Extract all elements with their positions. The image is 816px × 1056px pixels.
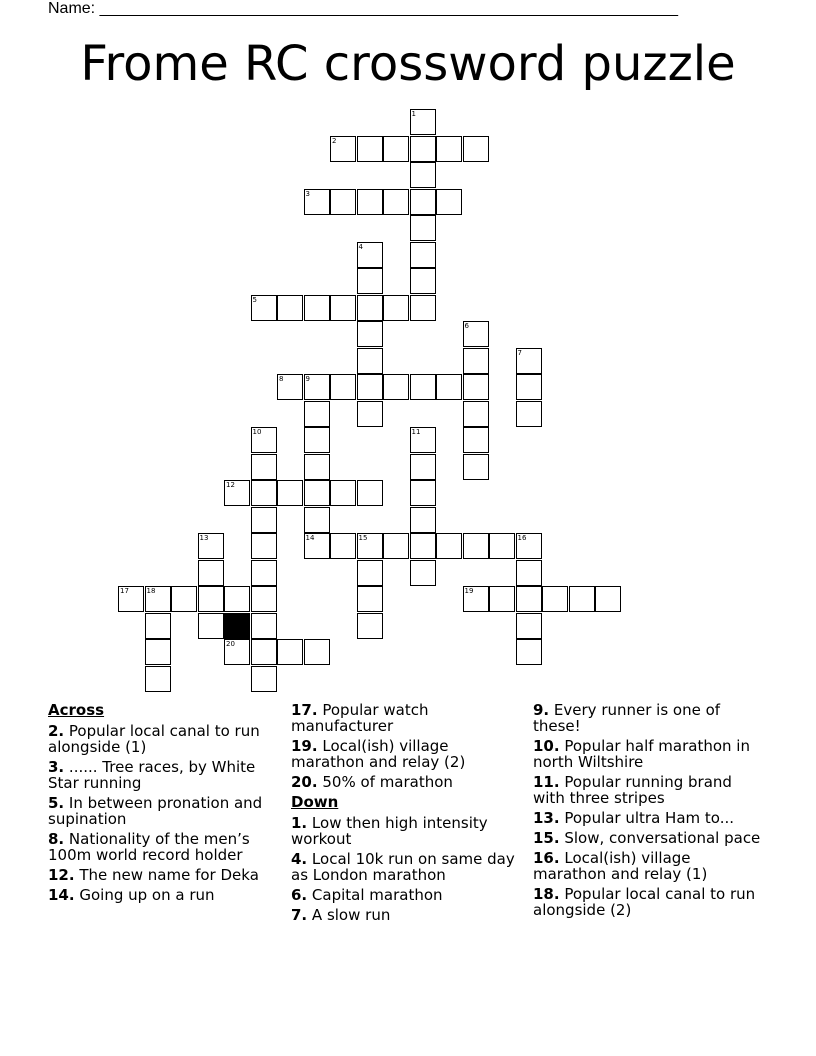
clue-item-number: 1. [291,814,308,832]
crossword-cell[interactable] [330,189,356,215]
clue-item-number: 5. [48,794,65,812]
clue-item [533,702,765,734]
crossword-cell[interactable] [304,480,330,506]
clue-number: 17 [120,587,129,595]
clue-item-text: Local 10k run on same day as London marathon [291,850,515,884]
crossword-cell[interactable] [516,533,542,559]
clue-item [48,867,280,883]
crossword-cell[interactable] [251,454,277,480]
crossword-cell[interactable] [463,454,489,480]
crossword-cell[interactable] [383,189,409,215]
clue-item-number: 12. [48,866,75,884]
clue-section-heading: Down [291,793,339,811]
clue-item-number: 6. [291,886,308,904]
clue-number: 20 [226,640,235,648]
crossword-cell[interactable] [357,189,383,215]
crossword-cell[interactable] [330,374,356,400]
crossword-cell[interactable] [357,295,383,321]
clue-number: 3 [305,189,310,198]
crossword-cell[interactable] [436,533,462,559]
crossword-cell[interactable] [304,374,330,400]
clue-item-number: 19. [291,737,318,755]
clue-item [533,850,765,882]
clue-number: 10 [252,428,262,436]
clue-column-1 [48,702,280,907]
clue-item-number: 2. [48,722,65,740]
clue-item-text: Low then high intensity workout [291,814,488,848]
clue-column-2 [291,702,523,927]
clue-item-text: Going up on a run [79,886,215,904]
crossword-cell[interactable] [516,374,542,400]
clue-item-text: Slow, conversational pace [564,829,761,847]
crossword-cell[interactable] [569,586,595,612]
clue-item [48,887,280,903]
crossword-cell[interactable] [304,427,330,453]
crossword-cell[interactable] [410,189,436,215]
crossword-cell[interactable] [516,348,542,374]
crossword-cell[interactable] [251,533,277,559]
crossword-cell[interactable] [463,427,489,453]
crossword-cell[interactable] [410,533,436,559]
clue-number: 14 [305,534,315,542]
clue-number: 13 [199,534,209,542]
clue-item-number: 8. [48,830,65,848]
crossword-cell[interactable] [463,401,489,427]
clue-number: 11 [411,428,421,436]
crossword-cell[interactable] [357,586,383,612]
clue-item [291,887,523,903]
crossword-cell[interactable] [304,189,330,215]
crossword-cell[interactable] [410,295,436,321]
crossword-cell[interactable] [463,136,489,162]
clue-item [48,759,280,791]
clue-number: 7 [517,348,522,357]
clue-column-3 [533,702,765,922]
crossword-cell[interactable] [463,586,489,612]
crossword-cell[interactable] [436,189,462,215]
clue-item-text: ...... Tree races, by White Star running [48,758,256,792]
crossword-cell[interactable] [489,586,515,612]
crossword-cell[interactable] [277,639,303,665]
clue-item [291,815,523,847]
crossword-cell[interactable] [198,560,224,586]
crossword-cell[interactable] [330,136,356,162]
clue-item [533,774,765,806]
crossword-cell[interactable] [436,374,462,400]
clue-item-number: 13. [533,809,560,827]
crossword-cell[interactable] [357,560,383,586]
crossword-cell[interactable] [410,374,436,400]
crossword-cell[interactable] [516,586,542,612]
crossword-cell[interactable] [171,586,197,612]
crossword-cell[interactable] [277,480,303,506]
clue-item-text: Popular ultra Ham to... [564,809,735,827]
clue-item [533,738,765,770]
crossword-cell[interactable] [304,507,330,533]
clue-item [533,830,765,846]
crossword-cell[interactable] [304,295,330,321]
clue-item-number: 20. [291,773,318,791]
clue-number: 18 [146,587,156,595]
crossword-cell[interactable] [224,639,250,665]
crossword-cell[interactable] [251,613,277,639]
crossword-cell[interactable] [330,533,356,559]
crossword-cell[interactable] [383,136,409,162]
clue-item [533,886,765,918]
clue-item-number: 11. [533,773,560,791]
crossword-cell[interactable] [251,295,277,321]
clue-item-text: The new name for Deka [79,866,259,884]
crossword-cell[interactable] [357,242,383,268]
clue-number: 8 [279,375,284,383]
clue-item [48,831,280,863]
clue-number: 15 [358,534,368,542]
crossword-cell[interactable] [410,215,436,241]
clue-item-number: 17. [291,701,318,719]
clue-item-text: In between pronation and supination [48,794,263,828]
clue-item-text: Capital marathon [311,886,443,904]
crossword-cell[interactable] [383,374,409,400]
crossword-cell[interactable] [251,666,277,692]
crossword-cell[interactable] [198,533,224,559]
clue-item-text: Nationality of the men’s 100m world record holder [48,830,250,864]
crossword-cell[interactable] [516,639,542,665]
clue-item-text: Popular half marathon in north Wiltshire [533,737,750,771]
crossword-cell[interactable] [198,586,224,612]
clue-item-text: Local(ish) village marathon and relay (2) [291,737,466,771]
clue-number: 1 [411,110,416,118]
crossword-cell[interactable] [516,560,542,586]
clue-item-number: 18. [533,885,560,903]
page-title: Frome RC crossword puzzle [80,36,736,92]
crossword-cell[interactable] [251,560,277,586]
crossword-cell[interactable] [489,533,515,559]
crossword-cell[interactable] [463,374,489,400]
clue-number: 6 [464,322,469,330]
crossword-cell[interactable] [251,507,277,533]
crossword-cell[interactable] [410,268,436,294]
clue-item-number: 14. [48,886,75,904]
name-field-label: Name: _________________________________________________________________ [48,0,678,17]
crossword-cell[interactable] [198,613,224,639]
clue-item-text: Popular local canal to run alongside (1) [48,722,260,756]
crossword-cell[interactable] [357,613,383,639]
clue-number: 4 [358,242,363,251]
crossword-cell[interactable] [145,586,171,612]
clue-item-number: 4. [291,850,308,868]
crossword-cell[interactable] [224,480,250,506]
crossword-cell[interactable] [304,533,330,559]
crossword-cell[interactable] [357,348,383,374]
crossword-cell[interactable] [516,401,542,427]
crossword-cell[interactable] [410,507,436,533]
crossword-cell[interactable] [436,136,462,162]
clue-number: 19 [464,587,474,595]
crossword-cell[interactable] [410,136,436,162]
crossword-cell[interactable] [118,586,144,612]
crossword-cell[interactable] [410,454,436,480]
clue-item-text: Popular watch manufacturer [291,701,429,735]
crossword-cell[interactable] [410,480,436,506]
clue-number: 16 [517,534,527,542]
crossword-cell[interactable] [145,639,171,665]
clue-item-number: 9. [533,701,550,719]
crossword-cell[interactable] [277,374,303,400]
crossword-cell[interactable] [383,295,409,321]
crossword-cell[interactable] [383,533,409,559]
crossword-cell[interactable] [304,454,330,480]
clue-item-text: Local(ish) village marathon and relay (1) [533,849,708,883]
crossword-cell[interactable] [542,586,568,612]
clue-item-number: 15. [533,829,560,847]
crossword-cell[interactable] [357,321,383,347]
clue-item-number: 10. [533,737,560,755]
clue-item-text: Popular running brand with three stripes [533,773,732,807]
crossword-cell[interactable] [410,109,436,135]
crossword-cell[interactable] [145,666,171,692]
crossword-cell[interactable] [463,321,489,347]
clue-item-number: 3. [48,758,65,776]
clue-item [291,738,523,770]
clue-item-number: 7. [291,906,308,924]
clue-item-text: Popular local canal to run alongside (2) [533,885,756,919]
crossword-cell[interactable] [463,533,489,559]
clue-number: 9 [305,375,310,383]
crossword-cell[interactable] [224,586,250,612]
crossword-black-cell [224,613,250,639]
clue-item [291,702,523,734]
clue-item [48,723,280,755]
crossword-cell[interactable] [145,613,171,639]
crossword-cell[interactable] [357,268,383,294]
clue-item [533,810,765,826]
crossword-cell[interactable] [357,480,383,506]
crossword-cell[interactable] [251,427,277,453]
crossword-cell[interactable] [330,295,356,321]
crossword-cell[interactable] [277,295,303,321]
clue-item [291,851,523,883]
crossword-cell[interactable] [251,586,277,612]
clue-item [48,795,280,827]
crossword-cell[interactable] [410,427,436,453]
crossword-cell[interactable] [410,162,436,188]
crossword-cell[interactable] [410,242,436,268]
clue-number: 2 [332,136,337,145]
clue-number: 12 [226,481,235,489]
crossword-cell[interactable] [357,374,383,400]
crossword-cell[interactable] [516,613,542,639]
crossword-cell[interactable] [595,586,621,612]
crossword-cell[interactable] [251,639,277,665]
crossword-cell[interactable] [357,401,383,427]
crossword-cell[interactable] [463,348,489,374]
clue-item-text: A slow run [311,906,391,924]
clue-section-heading: Across [48,701,105,719]
crossword-cell[interactable] [304,401,330,427]
crossword-cell[interactable] [251,480,277,506]
crossword-cell[interactable] [410,560,436,586]
crossword-cell[interactable] [330,480,356,506]
crossword-cell[interactable] [304,639,330,665]
crossword-cell[interactable] [357,136,383,162]
clue-item-text: 50% of marathon [322,773,453,791]
clue-item-number: 16. [533,849,560,867]
clue-item-text: Every runner is one of these! [533,701,721,735]
crossword-cell[interactable] [357,533,383,559]
clue-number: 5 [252,295,257,304]
clue-item [291,774,523,790]
clue-item [291,907,523,923]
